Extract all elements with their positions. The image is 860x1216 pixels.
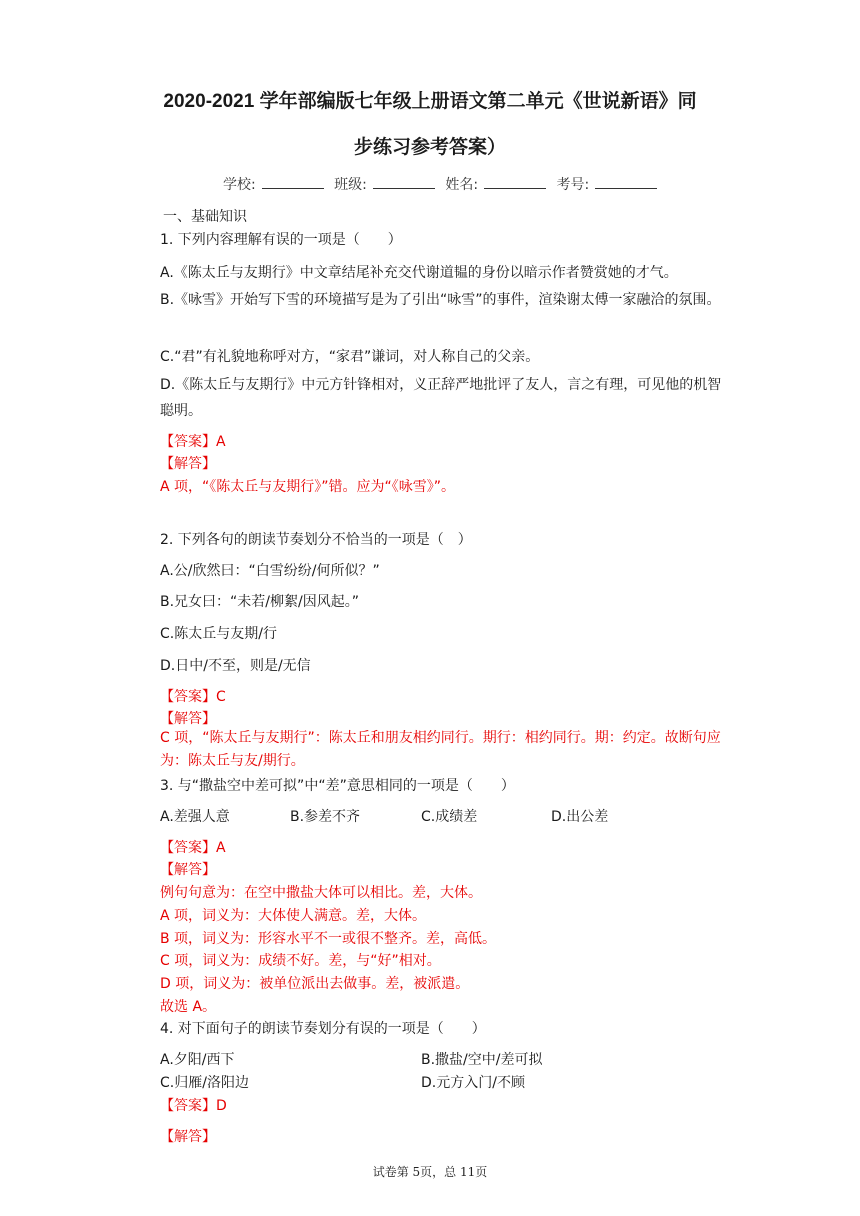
q2-option-a: A.公/欣然曰：“白雪纷纷/何所似？”: [160, 563, 380, 579]
exam-no-label: 考号:: [556, 177, 590, 193]
q1-stem: 1. 下列内容理解有误的一项是（ ）: [160, 232, 402, 248]
q3-option-d: D.出公差: [551, 809, 609, 825]
q3-analysis-line: 例句句意为：在空中撒盐大体可以相比。差，大体。: [160, 885, 482, 901]
q3-analysis-line: 故选 A。: [160, 999, 217, 1015]
q3-option-b: B.参差不齐: [290, 809, 361, 825]
q4-stem: 4. 对下面句子的朗读节奏划分有误的一项是（ ）: [160, 1021, 486, 1037]
school-blank: [262, 176, 324, 189]
q2-analysis-label: 【解答】: [160, 711, 216, 727]
q3-analysis-line: A 项，词义为：大体使人满意。差，大体。: [160, 908, 427, 924]
name-label: 姓名:: [445, 177, 479, 193]
q2-option-c: C.陈太丘与友期/行: [160, 626, 277, 642]
q2-answer: 【答案】C: [160, 689, 226, 705]
q3-analysis-line: C 项，词义为：成绩不好。差，与“好”相对。: [160, 953, 441, 969]
q1-answer: 【答案】A: [160, 434, 226, 450]
q4-answer: 【答案】D: [160, 1098, 227, 1114]
q3-analysis-label: 【解答】: [160, 862, 216, 878]
q2-stem: 2. 下列各句的朗读节奏划分不恰当的一项是（ ）: [160, 532, 472, 548]
q1-analysis: A 项，“《陈太丘与友期行》”错。应为“《咏雪》”。: [160, 479, 456, 495]
q3-option-a: A.差强人意: [160, 809, 230, 825]
q2-option-d: D.日中/不至，则是/无信: [160, 658, 311, 674]
q2-option-b: B.兄女曰：“未若/柳絮/因风起。”: [160, 594, 359, 610]
q4-analysis-label: 【解答】: [160, 1129, 216, 1145]
q2-analysis: C 项，“陈太丘与友期行”：陈太丘和朋友相约同行。期行：相约同行。期：约定。故断句应为：陈太丘与友/期行。: [160, 730, 721, 769]
q3-stem: 3. 与“撒盐空中差可拟”中“差”意思相同的一项是（ ）: [160, 778, 515, 794]
q1-analysis-label: 【解答】: [160, 456, 216, 472]
class-label: 班级:: [334, 177, 367, 193]
school-label: 学校:: [223, 177, 256, 193]
exam-no-blank: [595, 176, 657, 189]
q1-option-d: D.《陈太丘与友期行》中元方针锋相对，义正辞严地批评了友人，言之有理，可见他的机智聪明。: [160, 377, 722, 419]
doc-title-line2: 步练习参考答案）: [353, 137, 506, 158]
section-heading: 一、基础知识: [163, 209, 247, 225]
q1-option-c: C.“君”有礼貌地称呼对方，“家君”谦词，对人称自己的父亲。: [160, 349, 540, 365]
doc-title-line1: 2020-2021 学年部编版七年级上册语文第二单元《世说新语》同: [163, 91, 697, 112]
q1-option-b: B.《咏雪》开始写下雪的环境描写是为了引出“咏雪”的事件，渲染谢太傅一家融洽的氛围。: [160, 292, 721, 308]
name-blank: [484, 176, 546, 189]
class-blank: [373, 176, 435, 189]
page-footer: 试卷第 5页，总 11页: [372, 1165, 488, 1179]
q4-option-a: A.夕阳/西下: [160, 1052, 235, 1068]
q4-option-c: C.归雁/洛阳边: [160, 1075, 249, 1091]
q4-option-b: B.撒盐/空中/差可拟: [421, 1052, 543, 1068]
student-info-row: [223, 174, 663, 194]
q3-option-c: C.成绩差: [421, 809, 478, 825]
q1-option-a: A.《陈太丘与友期行》中文章结尾补充交代谢道韫的身份以暗示作者赞赏她的才气。: [160, 265, 678, 281]
q3-analysis-line: D 项，词义为：被单位派出去做事。差，被派遣。: [160, 976, 470, 992]
q3-analysis-line: B 项，词义为：形容水平不一或很不整齐。差，高低。: [160, 931, 497, 947]
q4-option-d: D.元方入门/不顾: [421, 1075, 525, 1091]
q3-answer: 【答案】A: [160, 840, 226, 856]
